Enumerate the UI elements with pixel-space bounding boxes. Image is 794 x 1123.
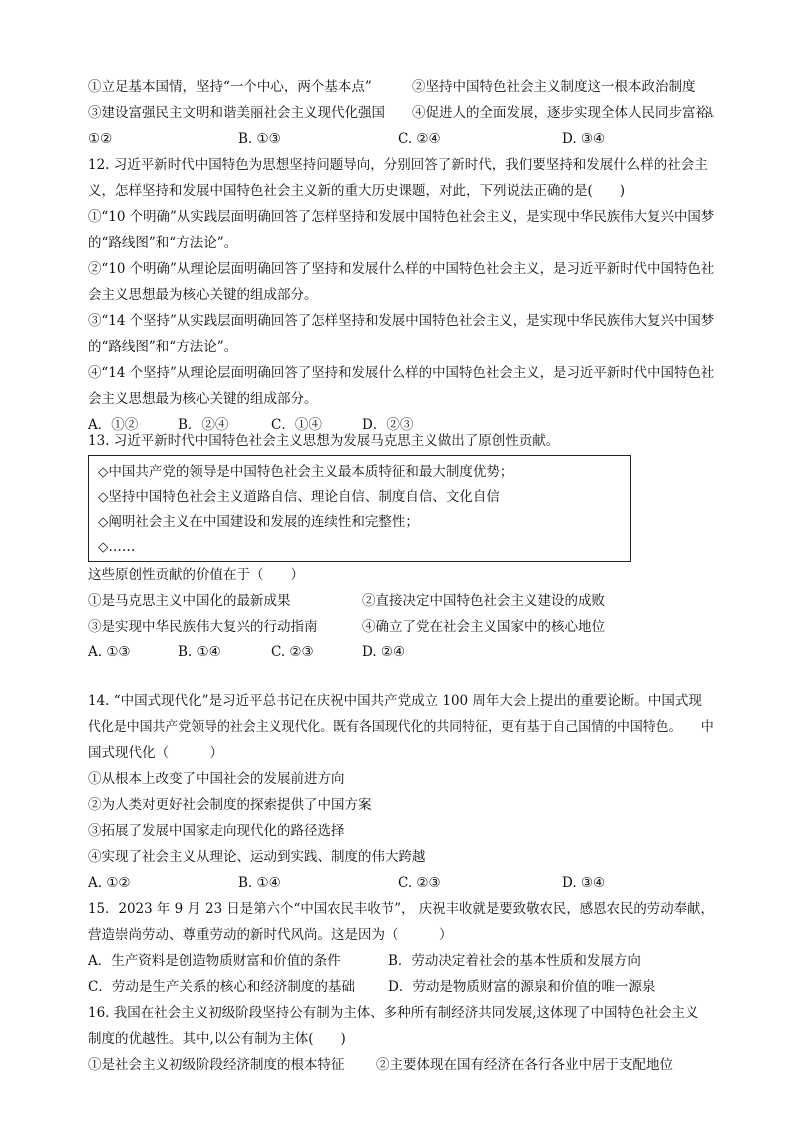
q12-item-4: ④“14 个坚持”从理论层面明确回答了坚持和发展什么样的中国特色社会主义，是习近平新时代中国特色社 bbox=[88, 365, 715, 381]
q13-material-4: ◇…… bbox=[98, 539, 136, 555]
q15-stem-line-1: 15．2023 年 9 月 23 日是第六个“中国农民丰收节”， 庆祝丰收就是要致敬农民，感恩农民的劳动奉献， bbox=[88, 901, 714, 917]
q13-item-4: ④确立了党在社会主义国家中的核心地位 bbox=[362, 619, 605, 635]
q11-item-3: ③建设富强民主文明和谐美丽社会主义现代化强国 bbox=[88, 105, 385, 121]
q11-option-c: C. ②④ bbox=[398, 131, 441, 147]
q14-item-2: ②为人类对更好社会制度的探索提供了中国方案 bbox=[88, 797, 372, 813]
q15-option-d: D．劳动是物质财富的源泉和价值的唯一源泉 bbox=[388, 979, 656, 995]
q16-item-2: ②主要体现在国有经济在各行各业中居于支配地位 bbox=[376, 1057, 673, 1073]
q11-option-a: ①② bbox=[88, 131, 113, 147]
q14-option-a: A. ①② bbox=[88, 875, 131, 891]
q14-item-3: ③拓展了发展中国家走向现代化的路径选择 bbox=[88, 823, 345, 839]
q14-stem-line-1: 14. “中国式现代化”是习近平总书记在庆祝中国共产党成立 100 周年大会上提出的重要论断。中国式现 bbox=[88, 693, 702, 709]
q12-item-3-cont: 的“路线图”和“方法论”。 bbox=[88, 339, 238, 355]
q12-stem-line-2: 义，怎样坚持和发展中国特色社会主义新的重大历史课题，对此，下列说法正确的是( ) bbox=[88, 183, 626, 199]
q14-option-d: D. ③④ bbox=[562, 875, 606, 891]
q12-item-1: ①“10 个明确”从实践层面明确回答了怎样坚持和发展中国特色社会主义，是实现中华民族伟大复兴中国梦 bbox=[88, 209, 715, 225]
q12-option-b: B．②④ bbox=[178, 417, 229, 433]
q14-stem-line-3: 国式现代化（ ） bbox=[88, 745, 223, 761]
q15-stem-line-2: 营造崇尚劳动、尊重劳动的新时代风尚。这是因为（ ） bbox=[88, 927, 453, 943]
q14-option-b: B. ①④ bbox=[238, 875, 281, 891]
q11-option-a-label: A. bbox=[708, 105, 715, 121]
q12-item-2-cont: 会主义思想最为核心关键的组成部分。 bbox=[88, 287, 318, 303]
q13-question: 这些原创性贡献的价值在于（ ） bbox=[88, 567, 304, 583]
q12-option-d: D．②③ bbox=[362, 417, 414, 433]
q13-material-3: ◇阐明社会主义在中国建设和发展的连续性和完整性； bbox=[98, 514, 419, 530]
q13-stem: 13. 习近平新时代中国特色社会主义思想为发展马克思主义做出了原创性贡献。 bbox=[88, 433, 560, 449]
q16-stem-line-2: 制度的优越性。其中,以公有制为主体( ) bbox=[88, 1031, 346, 1047]
q15-option-b: B．劳动决定着社会的基本性质和发展方向 bbox=[388, 953, 641, 969]
q13-option-a: A. ①③ bbox=[88, 644, 131, 660]
q11-option-d: D. ③④ bbox=[562, 131, 606, 147]
q15-option-c: C．劳动是生产关系的核心和经济制度的基础 bbox=[88, 979, 355, 995]
q15-option-a: A．生产资料是创造物质财富和价值的条件 bbox=[88, 953, 341, 969]
q11-option-b: B. ①③ bbox=[238, 131, 281, 147]
q12-item-3: ③“14 个坚持”从实践层面明确回答了怎样坚持和发展中国特色社会主义，是实现中华民族伟大复兴中国梦 bbox=[88, 313, 715, 329]
q11-item-1: ①立足基本国情，坚持“一个中心，两个基本点” bbox=[88, 79, 372, 95]
q13-material-2: ◇坚持中国特色社会主义道路自信、理论自信、制度自信、文化自信 bbox=[98, 489, 500, 505]
q11-item-2: ②坚持中国特色社会主义制度这一根本政治制度 bbox=[412, 79, 696, 95]
q14-option-c: C. ②③ bbox=[398, 875, 441, 891]
q12-stem-line-1: 12. 习近平新时代中国特色为思想坚持问题导向，分别回答了新时代，我们要坚持和发展什么样的社会主 bbox=[88, 157, 708, 173]
q16-item-1: ①是社会主义初级阶段经济制度的根本特征 bbox=[88, 1057, 345, 1073]
q16-stem-line-1: 16. 我国在社会主义初级阶段坚持公有制为主体、多种所有制经济共同发展,这体现了中国特色社会主义 bbox=[88, 1005, 699, 1021]
q13-item-1: ①是马克思主义中国化的最新成果 bbox=[88, 593, 291, 609]
q13-option-b: B. ①④ bbox=[178, 644, 221, 660]
q14-item-1: ①从根本上改变了中国社会的发展前进方向 bbox=[88, 771, 345, 787]
q13-material-1: ◇中国共产党的领导是中国特色社会主义最本质特征和最大制度优势； bbox=[98, 464, 514, 480]
q14-item-4: ④实现了社会主义从理论、运动到实践、制度的伟大跨越 bbox=[88, 849, 426, 865]
q13-item-3: ③是实现中华民族伟大复兴的行动指南 bbox=[88, 619, 318, 635]
q13-material-box bbox=[88, 455, 631, 562]
q13-option-c: C. ②③ bbox=[271, 644, 314, 660]
q12-item-4-cont: 会主义思想最为核心关键的组成部分。 bbox=[88, 391, 318, 407]
q12-item-2: ②“10 个明确”从理论层面明确回答了坚持和发展什么样的中国特色社会主义，是习近平新时代中国特色社 bbox=[88, 261, 715, 277]
q11-item-4: ④促进人的全面发展，逐步实现全体人民同步富裕 bbox=[412, 105, 709, 121]
q14-stem-line-2: 代化是中国共产党领导的社会主义现代化。既有各国现代化的共同特征，更有基于自己国情的中国特色。 中 bbox=[88, 719, 714, 735]
q13-option-d: D. ②④ bbox=[362, 644, 406, 660]
q12-item-1-cont: 的“路线图”和“方法论”。 bbox=[88, 235, 238, 251]
q12-option-a: A．①② bbox=[88, 417, 139, 433]
q13-item-2: ②直接决定中国特色社会主义建设的成败 bbox=[362, 593, 605, 609]
q12-option-c: C．①④ bbox=[271, 417, 322, 433]
